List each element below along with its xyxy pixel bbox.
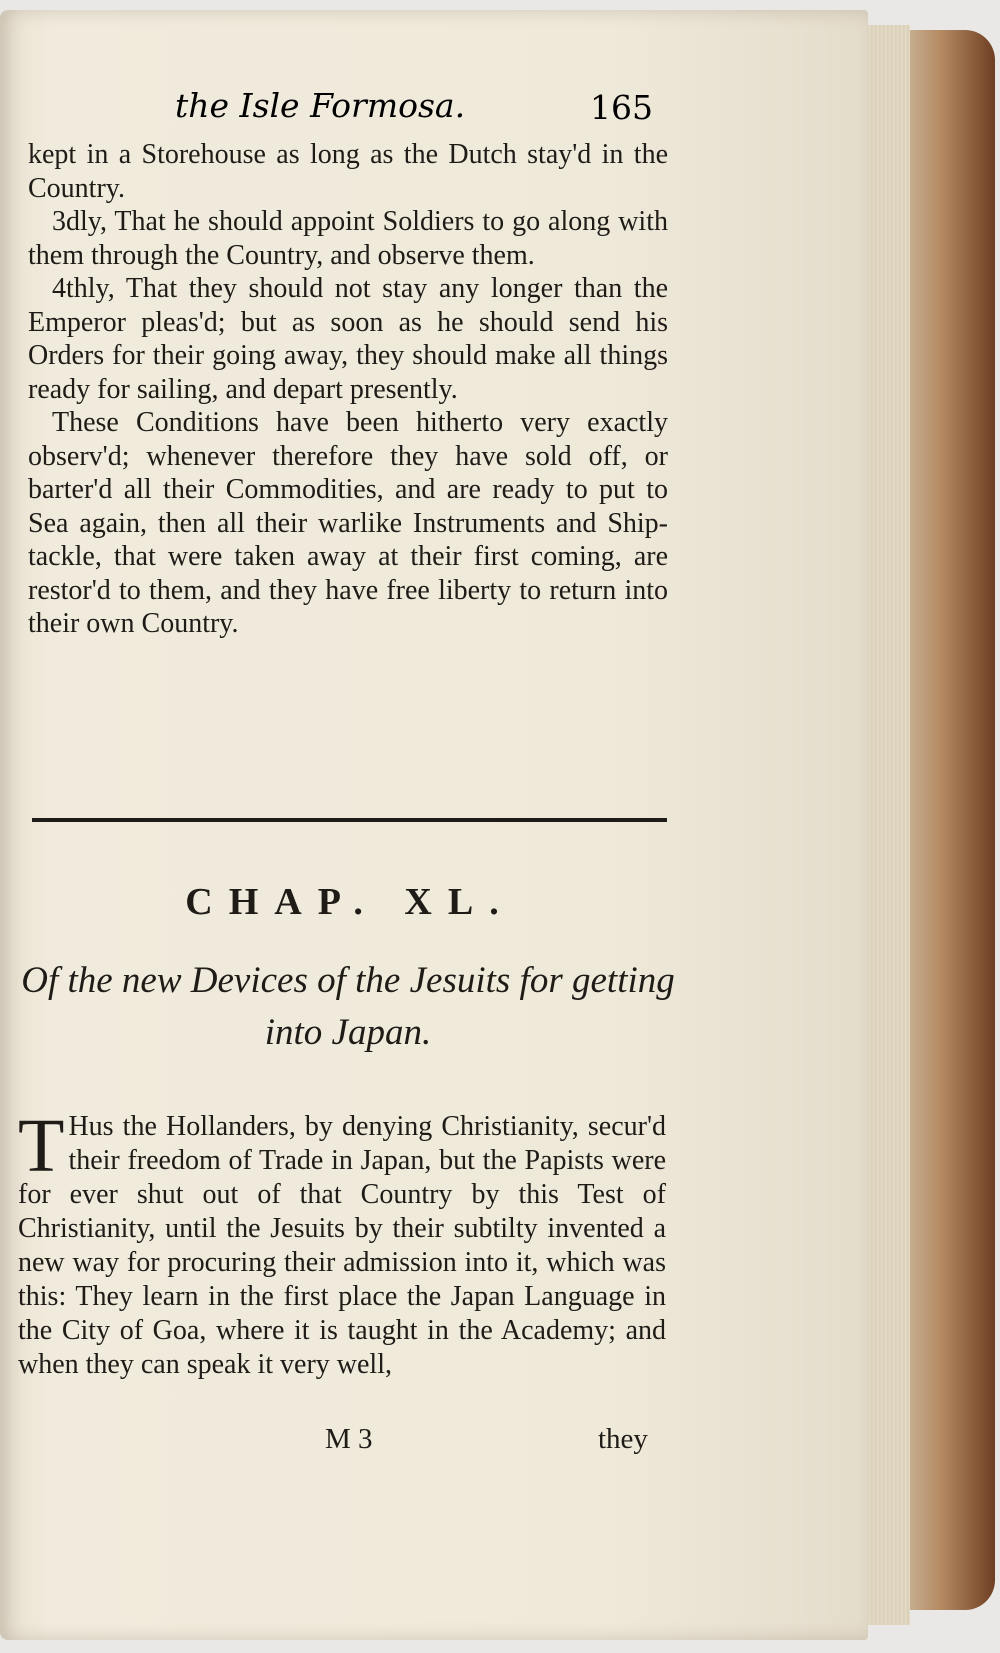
paragraph: 4thly, That they should not stay any longer than the Emperor pleas'd; but as soon as he should send his Orders for their going away, they should make all things ready for sailing, and depart presently. — [28, 273, 668, 405]
body-text-bottom — [18, 1104, 666, 1382]
running-head: the Isle Formosa. — [175, 86, 466, 125]
catchword: they — [598, 1423, 648, 1455]
page-footer — [0, 1423, 700, 1463]
paragraph — [18, 1104, 666, 1382]
paragraph: These Conditions have been hitherto very exactly observ'd; whenever therefore they have sold off, or barter'd all their Commodities, and are ready to put to Sea again, then all their warlike Instruments and Ship-tackle, that were taken away at their first coming, are restor'd to them, and they have free liberty to return into their own Country. — [28, 407, 668, 639]
body-text-top — [28, 138, 668, 641]
chapter-heading: CHAP. XL. — [185, 881, 515, 923]
paragraph: 3dly, That he should appoint Soldiers to go along with them through the Country, and observe them. — [28, 206, 668, 271]
page-number: 165 — [590, 88, 653, 127]
chapter-title: Of the new Devices of the Jesuits for getting into Japan. — [21, 960, 675, 1053]
signature-mark: M 3 — [325, 1423, 373, 1455]
paragraph: kept in a Storehouse as long as the Dutch stay'd in the Country. — [28, 139, 668, 204]
section-divider — [32, 818, 667, 822]
paragraph-text: Hus the Hollanders, by denying Christianity, secur'd their freedom of Trade in Japan, but the Papists were for ever shut out of that Country by this Test of Christianity, until the Jesuits by their subtilty invented a new way for procuring their admission into it, which was this: They learn in the first place the Japan Language in the City of Goa, where it is taught in the Academy; and when they can speak it very well, — [18, 1111, 666, 1380]
drop-cap: T — [18, 1104, 65, 1188]
page-header — [0, 80, 700, 130]
book-page — [0, 10, 868, 1640]
